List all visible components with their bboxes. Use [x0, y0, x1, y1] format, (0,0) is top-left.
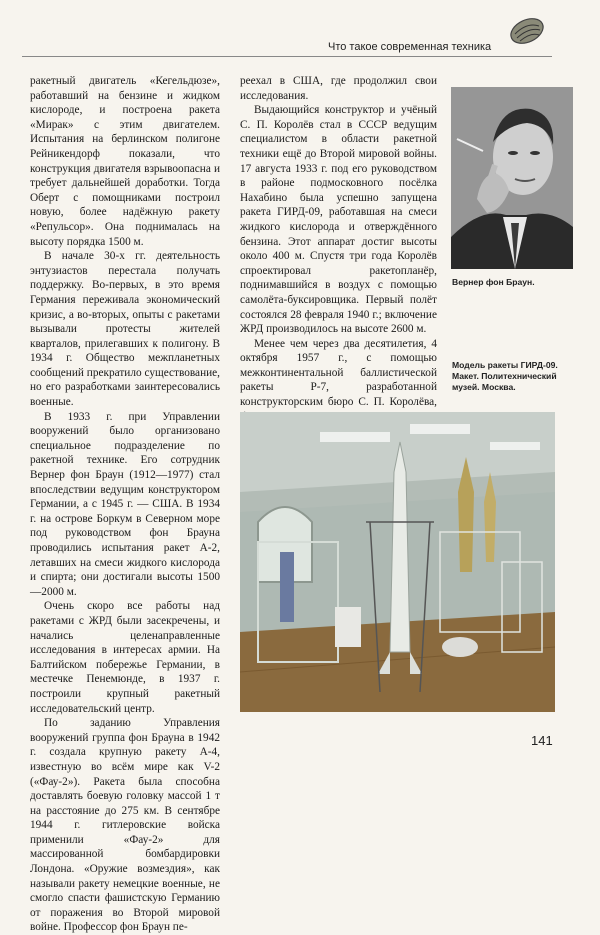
paragraph: В 1933 г. при Управлении вооружений было организовано специальное подразделение по ракетной технике. Его сотрудник Вернер фон Браун (1912—1977) стал впоследствии ведущим конструктором Германии, а с 1945 г. — США. В 1934 г. на острове Боркум в Северном море под руководством фон Брауна проводились испытания ракет А-2, летавших на смеси жидкого кислорода и спирта; они достигали высоты 1500—2000 м. — [30, 410, 220, 598]
paragraph: Очень скоро все работы над ракетами с ЖРД были засекречены, и начались целенаправленные исследования в интересах армии. На Балтийском побережье Германии, в местечке Пенемюнде, в 1937 г. построили крупный ракетный исследовательский центр. — [30, 600, 220, 715]
portrait-caption: Вернер фон Браун. — [452, 277, 535, 287]
paragraph: В начале 30-х гг. деятельность энтузиастов перестала получать поддержку. Во-первых, в это время Германия переживала экономический кризис, а во-вторых, опыты с ракетами вызывали протесты жителей кварталов, прилегавших к полигону. В 1934 г. Общество межпланетных сообщений прекратило существование, но его разработками заинтересовались военные. — [30, 250, 220, 409]
paragraph: Менее чем через два десятилетия, 4 октября 1957 г., с помощью межконтинентальной баллистической ракеты Р-7, разработанной конструкторским бюро С. П. Королёва, — [240, 337, 437, 409]
page-number: 141 — [531, 733, 553, 748]
museum-photo — [240, 412, 555, 712]
text-column-right — [240, 74, 437, 409]
paragraph: Выдающийся конструктор и учёный С. П. Королёв стал в СССР ведущим специалистом в области ракетной техники ещё до Второй мировой войны. 17 августа 1933 г. под его руководством в районе подмосковного посёлка Нахабино была успешно запущена ракета ГИРД-09, работавшая на смеси жидкого кислорода и отверждённого бензина. Этот аппарат достиг высоты около 400 м. Спустя три года Королёв спроектировал ракетопланёр, поднимавшийся в воздух с помощью самолёта-буксировщика. Первый полёт состоялся 28 февраля 1940 г.; включение ЖРД производилось на высоте 2600 м. — [240, 104, 437, 336]
text-column-left — [30, 74, 220, 934]
museum-caption: Модель ракеты ГИРД-09. Макет. Политехнический музей. Москва. — [452, 360, 558, 392]
paragraph: реехал в США, где продолжил свои исследования. — [240, 75, 437, 102]
paragraph: ракетный двигатель «Кегельдюзе», работавший на бензине и жидком кислороде, и построена ракета «Мирак» с этим двигателем. Испытания на берлинском полигоне Рейникендорф показали, что конструкция двигателя взрывоопасна и требует дальнейшей доработки. Тогда Оберт с помощниками построил новую, более надёжную ракету «Репульсор». Она поднималась на высоту порядка 1500 м. — [30, 75, 220, 248]
fossil-shell-icon — [505, 14, 547, 48]
portrait-photo — [451, 87, 573, 269]
section-title: Что такое современная техника — [328, 41, 492, 53]
header-rule — [22, 56, 552, 57]
paragraph: По заданию Управления вооружений группа фон Брауна в 1942 г. создала крупную ракету А-4, известную во всём мире как V-2 («Фау-2»). Ракета была способна доставлять боевую головку массой 1 т на расстояние до 275 км. В сентябре 1944 г. гитлеровские войска применили «Фау-2» для массированной бомбардировки Лондона. «Оружие возмездия», как называли ракету немецкие военные, не смогло спасти фашистскую Германию от поражения во Второй мировой войне. Профессор фон Браун пе- — [30, 717, 220, 934]
